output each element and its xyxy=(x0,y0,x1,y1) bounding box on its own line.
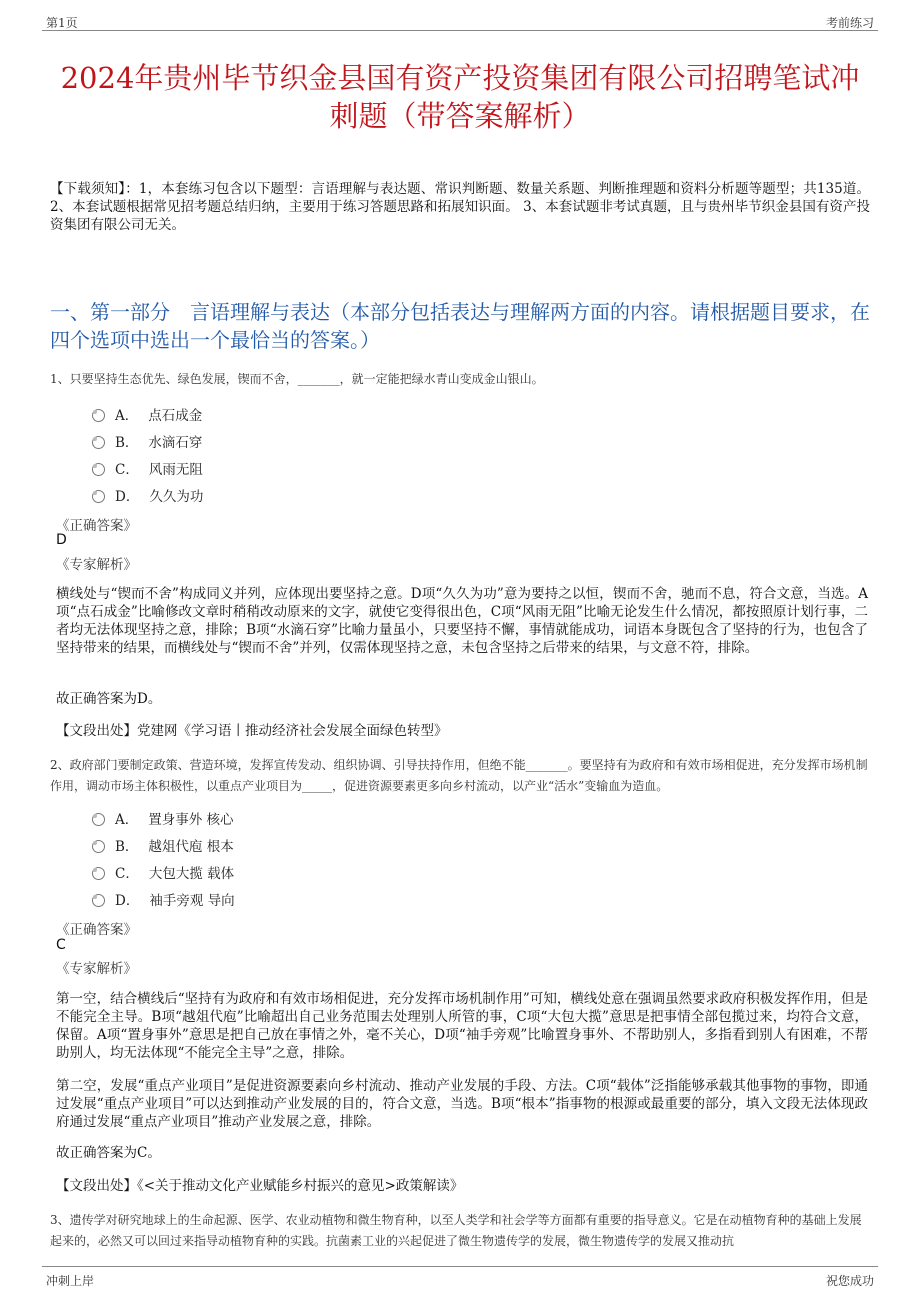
radio-icon[interactable] xyxy=(92,813,105,826)
radio-icon[interactable] xyxy=(92,840,105,853)
option-b[interactable]: B． 越俎代庖 根本 xyxy=(92,831,235,858)
analysis-text: 横线处与“锲而不舍”构成同义并列，应体现出要坚持之意。D项“久久为功”意为要持之以恒，锲而不舍，驰而不息，符合文意，当选。A项“点石成金”比喻修改文章时稍稍改动原来的文字，就使它变得很出色，C项“风雨无阻”比喻无论发生什么情况，都按照原计划行事，二者均无法体现坚持之意，排除；B项“水滴石穿”比喻力量虽小，只要坚持不懈，事情就能成功，词语本身既包含了坚持的行为，也包含了坚持带来的结果，而横线处与“锲而不舍”并列，仅需体现坚持之意，未包含坚持之后带来的结果，与文意不符，排除。 xyxy=(56,586,868,656)
page-footer xyxy=(42,1266,878,1291)
header-label: 考前练习 xyxy=(825,16,874,30)
download-notice: 【下载须知】：1，本套练习包含以下题型：言语理解与表达题、常识判断题、数量关系题、判断推理题和资料分析题等题型；共135道。 2、本套试题根据常见招考题总结归纳，主要用于练习答题思路和拓展知识面。 3、本套试题非考试真题，且与贵州毕节织金县国有资产投资集团有限公司无关。 xyxy=(50,181,870,233)
analysis-text: 第一空，结合横线后“坚持有为政府和有效市场相促进，充分发挥市场机制作用”可知，横线处意在强调虽然要求政府积极发挥作用，但是不能完全主导。B项“越俎代庖”比喻超出自己业务范围去处理别人所管的事，C项“大包大揽”意思是把事情全部包揽过来，均符合文意，保留。A项“置身事外”意思是把自己放在事情之外，毫不关心，D项“袖手旁观”比喻置身事外、不帮助别人，多指看到别人有困难，不帮助别人，均无法体现“不能完全主导”之意，排除。 xyxy=(56,991,868,1061)
conclusion-text: 故正确答案为D。 xyxy=(56,691,162,707)
answer-label: 《正确答案》 xyxy=(56,518,137,534)
section-number: 一、第一部分 xyxy=(50,300,170,324)
radio-icon[interactable] xyxy=(92,490,105,503)
section-description: 言语理解与表达（本部分包括表达与理解两方面的内容。请根据题目要求，在四个选项中选出一个最恰当的答案。） xyxy=(50,300,870,352)
question-1-stem: 1、只要坚持生态优先、绿色发展，锲而不舍，_______，就一定能把绿水青山变成金山银山。 xyxy=(50,372,544,386)
radio-icon[interactable] xyxy=(92,894,105,907)
answer-value: D xyxy=(56,532,67,548)
radio-icon[interactable] xyxy=(92,867,105,880)
footer-left: 冲刺上岸 xyxy=(46,1274,95,1288)
page-number: 第1页 xyxy=(46,16,78,30)
section-heading xyxy=(50,298,870,354)
footer-right: 祝您成功 xyxy=(825,1274,874,1288)
option-a[interactable]: A． 点石成金 xyxy=(92,400,203,427)
radio-icon[interactable] xyxy=(92,436,105,449)
option-c[interactable]: C． 大包大揽 载体 xyxy=(92,858,235,885)
answer-value: C xyxy=(56,937,66,953)
source-text: 【文段出处】《<关于推动文化产业赋能乡村振兴的意见>政策解读》 xyxy=(56,1178,464,1194)
option-c[interactable]: C． 风雨无阻 xyxy=(92,454,203,481)
radio-icon[interactable] xyxy=(92,463,105,476)
source-text: 【文段出处】党建网《学习语丨推动经济社会发展全面绿色转型》 xyxy=(56,723,448,739)
analysis-label: 《专家解析》 xyxy=(56,961,137,977)
question-3-stem: 3、遗传学对研究地球上的生命起源、医学、农业动植物和微生物育种，以至人类学和社会学等方面都有重要的指导意义。它是在动植物育种的基础上发展起来的，必然又可以回过来指导动植物育种的实践。抗菌素工业的兴起促进了微生物遗传学的发展，微生物遗传学的发展又推动抗 xyxy=(50,1213,862,1248)
question-2-options xyxy=(92,804,235,912)
question-2-stem: 2、政府部门要制定政策、营造环境，发挥宣传发动、组织协调、引导扶持作用，但绝不能_______。要坚持有为政府和有效市场相促进，充分发挥市场机制作用，调动市场主体积极性，以重点产业项目为_____，促进资源要素更多向乡村流动，以产业“活水”变输血为造血。 xyxy=(50,758,868,793)
question-1-options xyxy=(92,400,203,508)
radio-icon[interactable] xyxy=(92,409,105,422)
conclusion-text: 故正确答案为C。 xyxy=(56,1145,161,1161)
document-title: 2024年贵州毕节织金县国有资产投资集团有限公司招聘笔试冲刺题（带答案解析） xyxy=(60,61,860,134)
option-b[interactable]: B． 水滴石穿 xyxy=(92,427,203,454)
option-d[interactable]: D． 久久为功 xyxy=(92,481,203,508)
analysis-label: 《专家解析》 xyxy=(56,557,137,573)
option-a[interactable]: A． 置身事外 核心 xyxy=(92,804,235,831)
page-header xyxy=(42,10,878,31)
option-d[interactable]: D． 袖手旁观 导向 xyxy=(92,885,235,912)
answer-label: 《正确答案》 xyxy=(56,922,137,938)
analysis-text: 第二空，发展“重点产业项目”是促进资源要素向乡村流动、推动产业发展的手段、方法。C项“载体”泛指能够承载其他事物的事物，即通过发展“重点产业项目”可以达到推动产业发展的目的，符合文意，当选。B项“根本”指事物的根源或最重要的部分，填入文段无法体现政府通过发展“重点产业项目”推动产业发展之意，排除。 xyxy=(56,1078,868,1130)
